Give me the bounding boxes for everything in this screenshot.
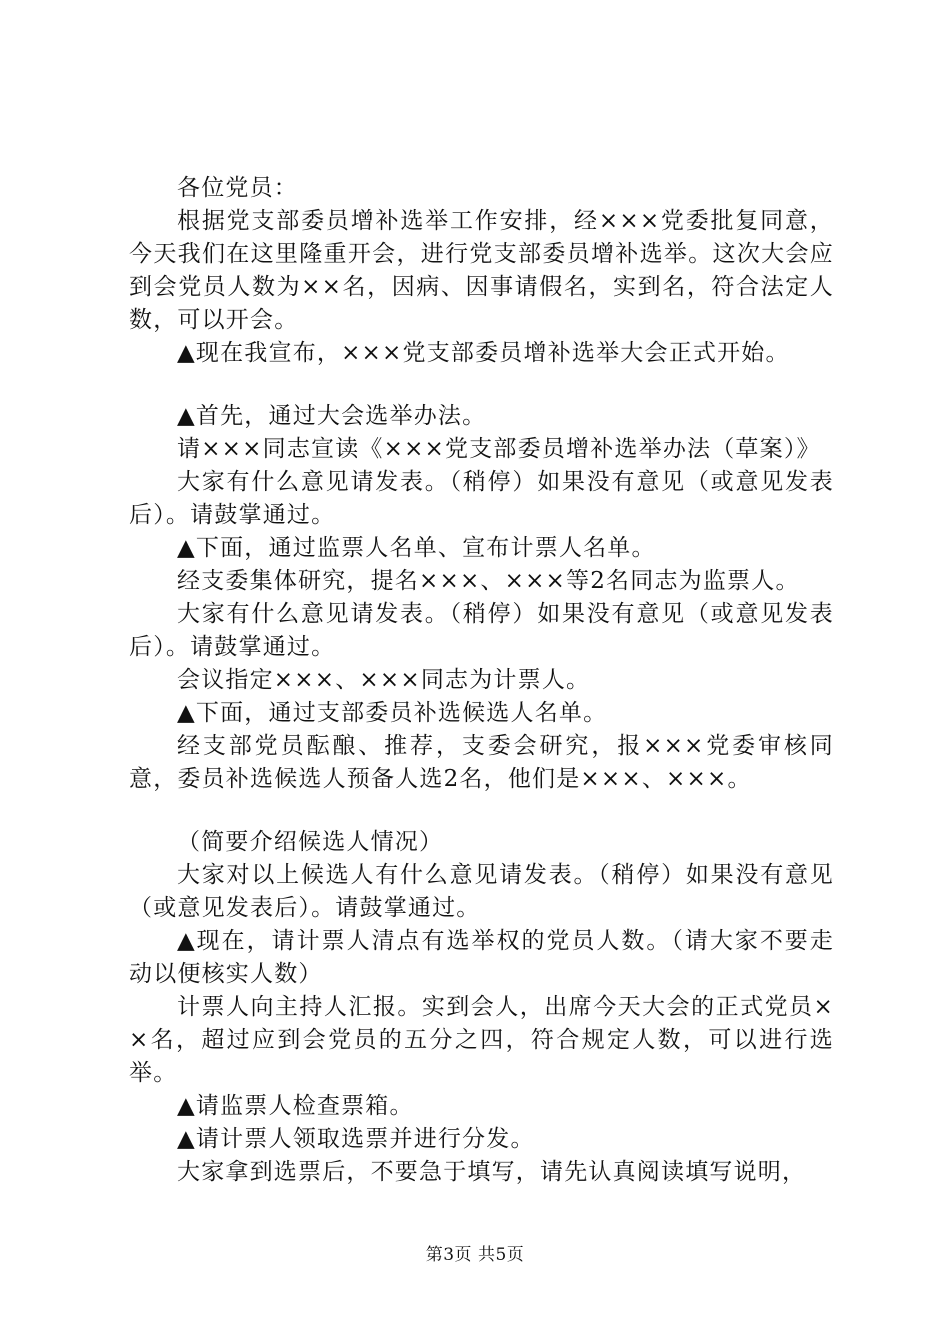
paragraph-teller-assign: 会议指定×××、×××同志为计票人。	[177, 667, 591, 693]
paragraph-opinion-3: 大家对以上候选人有什么意见请发表。（稍停）如果没有意见（或意见发表后）。请鼓掌通过。	[129, 862, 834, 921]
paragraph-opinion-1: 大家有什么意见请发表。（稍停）如果没有意见（或意见发表后）。请鼓掌通过。	[129, 469, 834, 528]
page-footer	[0, 1244, 950, 1266]
paragraph-candidate-list: ▲下面，通过支部委员补选候选人名单。	[177, 700, 608, 726]
paragraph-check-box: ▲请监票人检查票箱。	[177, 1093, 414, 1119]
page-indicator: 第3页 共5页	[425, 1245, 525, 1265]
document-body	[129, 172, 834, 1189]
paragraph-candidate-nominate: 经支部党员酝酿、推荐，支委会研究，报×××党委审核同意，委员补选候选人预备人选2名，他们是×××、×××。	[129, 733, 834, 792]
paragraph-salutation: 各位党员：	[177, 175, 298, 201]
paragraph-count-members: ▲现在，请计票人清点有选举权的党员人数。（请大家不要走动以便核实人数）	[129, 928, 834, 987]
paragraph-scrutineer-list: ▲下面，通过监票人名单、宣布计票人名单。	[177, 535, 656, 561]
paragraph-scrutineer-nominate: 经支委集体研究，提名×××、×××等2名同志为监票人。	[177, 568, 800, 594]
paragraph-announce-start: ▲现在我宣布，×××党支部委员增补选举大会正式开始。	[177, 340, 790, 366]
paragraph-opening: 根据党支部委员增补选举工作安排，经×××党委批复同意，今天我们在这里隆重开会，进行党支部委员增补选举。这次大会应到会党员人数为××名，因病、因事请假名，实到名，符合法定人数，可以开会。	[129, 208, 834, 333]
paragraph-election-method: ▲首先，通过大会选举办法。	[177, 403, 487, 429]
paragraph-count-report: 计票人向主持人汇报。实到会人，出席今天大会的正式党员××名，超过应到会党员的五分之四，符合规定人数，可以进行选举。	[129, 994, 834, 1086]
paragraph-ballot-instructions: 大家拿到选票后，不要急于填写，请先认真阅读填写说明，	[177, 1159, 807, 1185]
paragraph-read-method: 请×××同志宣读《×××党支部委员增补选举办法（草案）》	[177, 436, 821, 462]
paragraph-distribute-ballots: ▲请计票人领取选票并进行分发。	[177, 1126, 535, 1152]
paragraph-opinion-2: 大家有什么意见请发表。（稍停）如果没有意见（或意见发表后）。请鼓掌通过。	[129, 601, 834, 660]
paragraph-candidate-intro: （简要介绍候选人情况）	[177, 829, 444, 855]
